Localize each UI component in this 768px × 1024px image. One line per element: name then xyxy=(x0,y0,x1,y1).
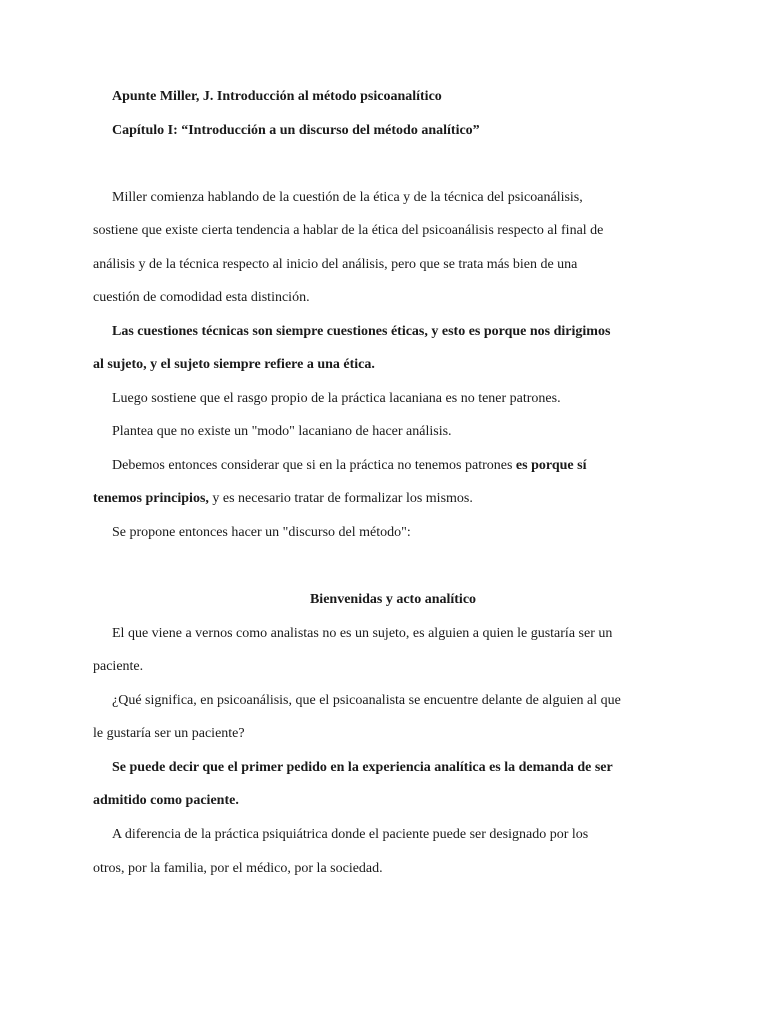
paragraph-line-bold: Se puede decir que el primer pedido en la experiencia analítica es la demanda de ser xyxy=(112,760,613,775)
text-segment-bold: tenemos principios, xyxy=(93,491,209,506)
paragraph-line: ¿Qué significa, en psicoanálisis, que el psicoanalista se encuentre delante de alguien al que xyxy=(112,693,621,708)
paragraph-line: Se propone entonces hacer un "discurso del método": xyxy=(112,525,411,540)
paragraph-line-bold: Las cuestiones técnicas son siempre cuestiones éticas, y esto es porque nos dirigimos xyxy=(112,324,611,339)
paragraph-line: sostiene que existe cierta tendencia a hablar de la ética del psicoanálisis respecto al final de xyxy=(93,223,604,238)
paragraph-line-bold: admitido como paciente. xyxy=(93,793,239,808)
paragraph-line: otros, por la familia, por el médico, por la sociedad. xyxy=(93,861,383,876)
paragraph-line: le gustaría ser un paciente? xyxy=(93,726,245,741)
paragraph-line: El que viene a vernos como analistas no es un sujeto, es alguien a quien le gustaría ser un xyxy=(112,626,613,641)
section-heading: Bienvenidas y acto analítico xyxy=(309,592,477,607)
paragraph-line: Miller comienza hablando de la cuestión de la ética y de la técnica del psicoanálisis, xyxy=(112,190,583,205)
text-segment-bold: es porque sí xyxy=(515,458,587,473)
paragraph-line: Luego sostiene que el rasgo propio de la práctica lacaniana es no tener patrones. xyxy=(112,391,561,406)
paragraph-line: A diferencia de la práctica psiquiátrica donde el paciente puede ser designado por los xyxy=(112,827,589,842)
paragraph-line-bold: al sujeto, y el sujeto siempre refiere a una ética. xyxy=(93,357,375,372)
text-segment: Debemos entonces considerar que si en la práctica no tenemos patrones xyxy=(112,458,516,473)
paragraph-line-mixed xyxy=(112,457,712,474)
paragraph-line: paciente. xyxy=(93,659,144,674)
paragraph-line: análisis y de la técnica respecto al inicio del análisis, pero que se trata más bien de una xyxy=(93,257,578,272)
chapter-heading: Capítulo I: “Introducción a un discurso del método analítico” xyxy=(112,123,480,138)
paragraph-line: Plantea que no existe un "modo" lacaniano de hacer análisis. xyxy=(112,424,452,439)
paragraph-line: cuestión de comodidad esta distinción. xyxy=(93,290,310,305)
paragraph-line-mixed xyxy=(93,490,693,507)
text-segment: y es necesario tratar de formalizar los mismos. xyxy=(208,491,473,506)
document-title: Apunte Miller, J. Introducción al método psicoanalítico xyxy=(112,89,442,104)
